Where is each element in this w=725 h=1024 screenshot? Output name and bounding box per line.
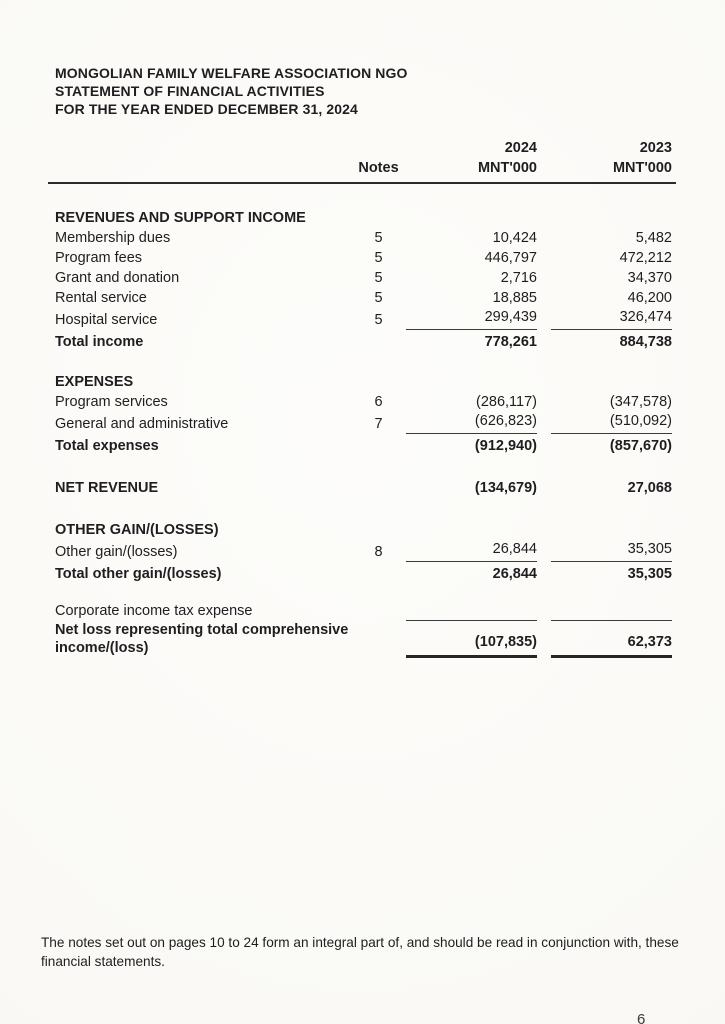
spacer [48, 498, 676, 520]
table-row-grant-and-donation [48, 268, 676, 288]
row-note-ref: 8 [374, 544, 383, 560]
row-note-ref: 7 [374, 416, 383, 432]
row-label: Other gain/(losses) [55, 544, 178, 560]
row-note-ref: 5 [374, 290, 383, 306]
value-2023: 46,200 [627, 290, 672, 306]
value-2023: 884,738 [619, 334, 672, 350]
row-note-ref: 5 [374, 270, 383, 286]
section-title: OTHER GAIN/(LOSSES) [55, 522, 219, 538]
row-label: Net loss representing total comprehensive income/(loss) [55, 622, 349, 656]
value-2024: 2,716 [500, 270, 537, 286]
row-label: Program fees [55, 250, 143, 266]
table-row-rental-service [48, 288, 676, 308]
column-header-unit-2023: MNT'000 [612, 160, 672, 176]
value-2024: 26,844 [492, 566, 537, 582]
table-row-program-services [48, 392, 676, 412]
value-2024: 299,439 [406, 308, 537, 330]
row-label: Corporate income tax expense [55, 603, 253, 619]
row-label: Hospital service [55, 312, 158, 328]
value-2023: 34,370 [627, 270, 672, 286]
column-header-year-2024: 2024 [504, 140, 537, 156]
value-2023: (510,092) [551, 412, 672, 434]
table-row-general-administrative [48, 412, 676, 434]
value-2023: 472,212 [619, 250, 672, 266]
value-2024: (626,823) [406, 412, 537, 434]
value-2023: (857,670) [609, 438, 672, 454]
value-2024: (107,835) [406, 633, 537, 658]
row-label: Total income [55, 334, 144, 350]
value-2023 [551, 618, 672, 621]
column-header-notes: Notes [358, 160, 399, 176]
row-note-ref: 6 [374, 394, 383, 410]
section-title: EXPENSES [55, 374, 134, 390]
value-2024 [406, 618, 537, 621]
section-header-revenues [48, 208, 676, 228]
value-2023: (347,578) [609, 394, 672, 410]
value-2024: 10,424 [492, 230, 537, 246]
table-row-total-other-gain-losses [48, 562, 676, 584]
table-row-membership-dues [48, 228, 676, 248]
value-2024: (912,940) [474, 438, 537, 454]
footer-note: The notes set out on pages 10 to 24 form an integral part of, and should be read in conjunction with, these financial statements. [41, 935, 679, 969]
column-header-year-2023: 2023 [639, 140, 672, 156]
spacer [48, 184, 676, 208]
value-2024: (134,679) [474, 480, 537, 496]
value-2024: 26,844 [406, 540, 537, 562]
row-label: Membership dues [55, 230, 171, 246]
table-row-total-income [48, 330, 676, 352]
table-row-program-fees [48, 248, 676, 268]
table-row-corporate-income-tax [48, 601, 676, 621]
section-header-other-gain-losses [48, 520, 676, 540]
financial-activities-table [48, 139, 676, 658]
table-row-net-comprehensive-loss [48, 621, 676, 658]
value-2024: 778,261 [484, 334, 537, 350]
value-2024: 18,885 [492, 290, 537, 306]
row-label: General and administrative [55, 416, 229, 432]
row-note-ref: 5 [374, 230, 383, 246]
row-note-ref: 5 [374, 312, 383, 328]
value-2023: 326,474 [551, 308, 672, 330]
spacer [48, 352, 676, 372]
row-label: Total expenses [55, 438, 159, 454]
value-2024: (286,117) [476, 394, 537, 410]
document-title-block [0, 0, 725, 118]
table-header-units [48, 158, 676, 184]
row-label: Program services [55, 394, 168, 410]
row-note-ref: 5 [374, 250, 383, 266]
row-label: Total other gain/(losses) [55, 566, 222, 582]
row-label: Grant and donation [55, 270, 180, 286]
table-row-net-revenue [48, 478, 676, 498]
table-row-hospital-service [48, 308, 676, 330]
table-header-years [48, 139, 676, 158]
page-number: 6 [637, 1011, 646, 1024]
row-label: NET REVENUE [55, 480, 159, 496]
statement-title: STATEMENT OF FINANCIAL ACTIVITIES [55, 83, 325, 99]
section-header-expenses [48, 372, 676, 392]
value-2023: 27,068 [627, 480, 672, 496]
value-2023: 5,482 [635, 230, 672, 246]
organization-name: MONGOLIAN FAMILY WELFARE ASSOCIATION NGO [55, 65, 408, 81]
value-2023: 35,305 [551, 540, 672, 562]
spacer [48, 584, 676, 601]
value-2023: 62,373 [551, 633, 672, 658]
section-title: REVENUES AND SUPPORT INCOME [55, 210, 306, 226]
period-ended-line: FOR THE YEAR ENDED DECEMBER 31, 2024 [55, 101, 358, 117]
table-row-other-gain-losses [48, 540, 676, 562]
row-label: Rental service [55, 290, 147, 306]
table-row-total-expenses [48, 434, 676, 456]
column-header-unit-2024: MNT'000 [477, 160, 537, 176]
spacer [48, 456, 676, 478]
value-2023: 35,305 [627, 566, 672, 582]
value-2024: 446,797 [484, 250, 537, 266]
